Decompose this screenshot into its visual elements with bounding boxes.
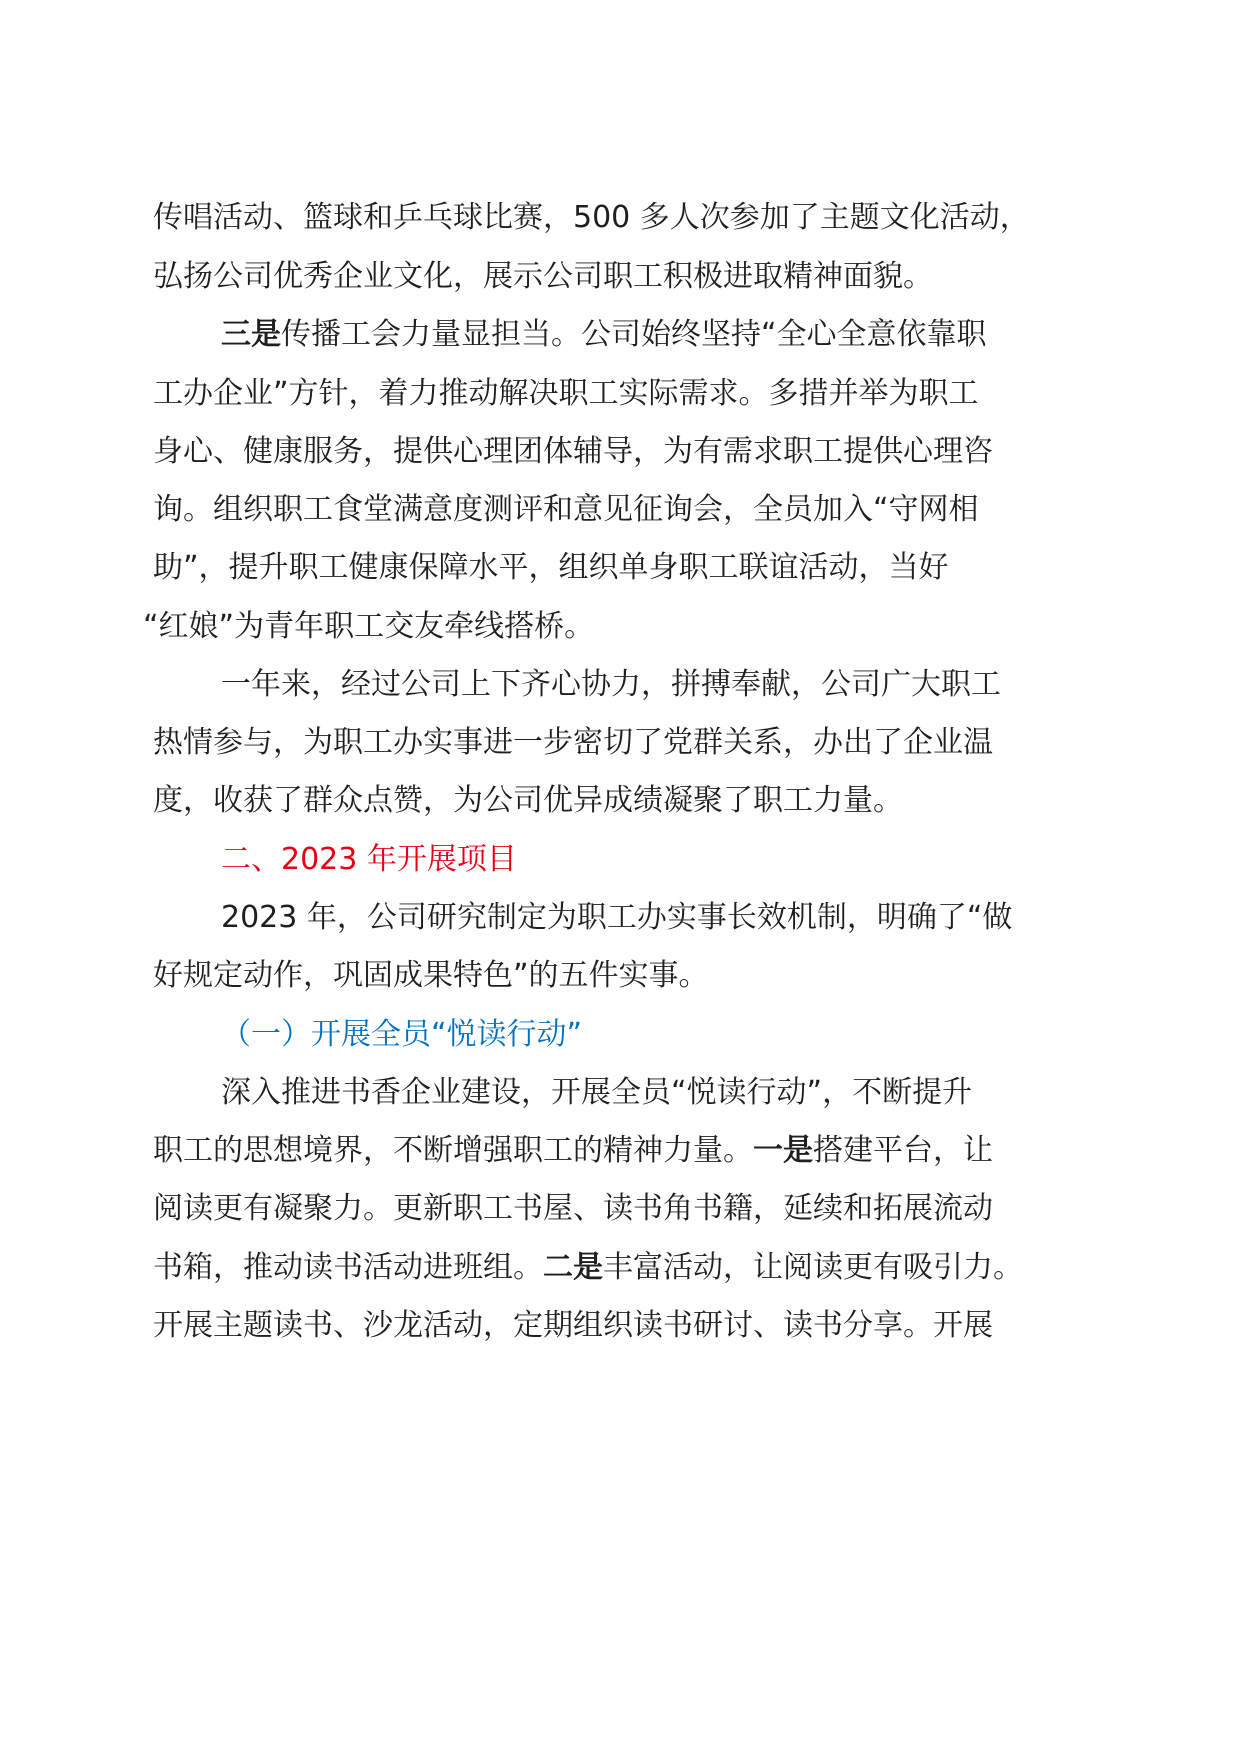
section-heading: 二、2023 年开展项目: [221, 842, 517, 877]
body-line: 身心、健康服务，提供心理团体辅导，为有需求职工提供心理咨: [153, 434, 993, 469]
body-line: 阅读更有凝聚力。更新职工书屋、读书角书籍，延续和拓展流动: [153, 1191, 993, 1226]
emphasis-label: 二是: [543, 1250, 603, 1285]
body-line: 开展主题读书、沙龙活动，定期组织读书研讨、读书分享。开展: [153, 1308, 993, 1343]
body-line: 助”，提升职工健康保障水平，组织单身职工联谊活动，当好: [153, 550, 949, 585]
body-text: 书箱，推动读书活动进班组。: [153, 1250, 543, 1285]
body-line: 2023 年，公司研究制定为职工办实事长效机制，明确了“做: [221, 900, 1013, 935]
body-text: 职工的思想境界，不断增强职工的精神力量。: [153, 1133, 753, 1168]
body-line: [221, 315, 987, 355]
body-line: 工办企业”方针，着力推动解决职工实际需求。多措并举为职工: [153, 376, 979, 411]
body-line: 一年来，经过公司上下齐心协力，拼搏奉献，公司广大职工: [221, 667, 1001, 702]
body-line: 度，收获了群众点赞，为公司优异成绩凝聚了职工力量。: [153, 783, 903, 818]
emphasis-label: 三是: [221, 317, 281, 352]
body-text: 传播工会力量显担当。公司始终坚持“全心全意依靠职: [281, 317, 987, 352]
body-line: 询。组织职工食堂满意度测评和意见征询会，全员加入“守网相: [153, 492, 979, 527]
sub-heading: （一）开展全员“悦读行动”: [221, 1017, 583, 1052]
body-line: “红娘”为青年职工交友牵线搭桥。: [143, 609, 595, 644]
emphasis-label: 一是: [753, 1133, 813, 1168]
body-line: [153, 1131, 993, 1171]
body-line: 深入推进书香企业建设，开展全员“悦读行动”，不断提升: [221, 1075, 973, 1110]
body-line: 热情参与，为职工办实事进一步密切了党群关系，办出了企业温: [153, 725, 993, 760]
body-line: 好规定动作，巩固成果特色”的五件实事。: [153, 958, 709, 993]
body-line: [153, 1248, 1023, 1288]
body-text: 搭建平台，让: [813, 1133, 993, 1168]
body-line: 弘扬公司优秀企业文化，展示公司职工积极进取精神面貌。: [153, 259, 933, 294]
body-line: 传唱活动、篮球和乒乓球比赛，500 多人次参加了主题文化活动，: [153, 200, 1030, 235]
body-text: 丰富活动，让阅读更有吸引力。: [603, 1250, 1023, 1285]
